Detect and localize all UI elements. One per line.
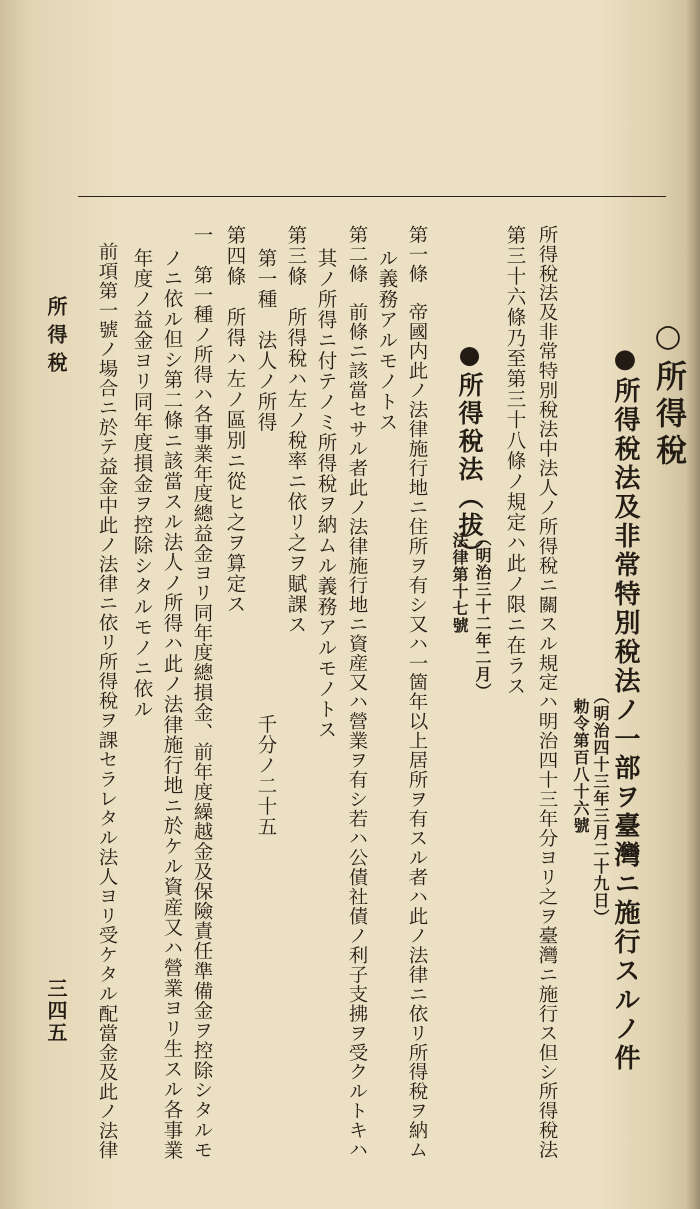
decree-title: ●所得稅法及非常特別稅法ノ一部ヲ臺灣ニ施行スルノ件 bbox=[610, 344, 640, 1073]
article-2-line-2: 其ノ所得ニ付テノミ所得稅ヲ納ムル義務アルモノトス bbox=[314, 248, 338, 740]
article-1-line-1: 第一條 帝國内此ノ法律施行地ニ住所ヲ有シ又ハ一箇年以上居所ヲ有スル者ハ此ノ法律ニ依リ所得稅ヲ納ム bbox=[405, 225, 429, 1160]
article-3: 第三條 所得稅ハ左ノ稅率ニ依リ之ヲ賦課ス bbox=[284, 225, 308, 635]
header-rule bbox=[78, 196, 666, 197]
running-head: 所得稅 bbox=[44, 296, 68, 380]
decree-note-number: 勅令第百八十六號 bbox=[571, 698, 590, 834]
article-4-item-1-line-1: 一 第一種ノ所得ハ各事業年度總益金ヨリ同年度總損金、前年度繰越金及保險責任準備金ヲ控除シタルモ bbox=[190, 225, 214, 1160]
tax-class-1: 第一種 法人ノ所得 bbox=[254, 248, 278, 433]
article-1-line-2: ル義務アルモノトス bbox=[375, 248, 399, 433]
law-note-number: 法律第十七號 bbox=[450, 532, 469, 634]
law-note-date: （明治三十二年二月） bbox=[473, 530, 492, 700]
decree-body-line-1: 所得稅法及非常特別稅法中法人ノ所得稅ニ關スル規定ハ明治四十三年分ヨリ之ヲ臺灣ニ施行ス但シ所得稅法 bbox=[535, 225, 559, 1160]
decree-body-line-2: 第三十六條乃至第三十八條ノ規定ハ此ノ限ニ在ラス bbox=[503, 225, 527, 697]
article-4-item-1-line-3: 年度ノ益金ヨリ同年度損金ヲ控除シタルモノニ依ル bbox=[130, 248, 154, 720]
article-4-paragraph-2: 前項第一號ノ場合ニ於テ益金中此ノ法律ニ依リ所得稅ヲ課セラレタル法人ヨリ受ケタル配當金及此ノ法律 bbox=[95, 242, 119, 1161]
article-4-item-1-line-2: ノニ依ル但シ第二條ニ該當スル法人ノ所得ハ此ノ法律施行地ニ於ケル資産又ハ營業ヨリ生スル各事業 bbox=[160, 248, 184, 1161]
article-2-line-1: 第二條 前條ニ該當セサル者此ノ法律施行地ニ資産又ハ營業ヲ有シ若ハ公債社債ノ利子支拂ヲ受クルトキハ bbox=[345, 225, 369, 1160]
page-edge-shadow bbox=[686, 0, 700, 1209]
article-4: 第四條 所得ハ左ノ區別ニ從ヒ之ヲ算定ス bbox=[223, 225, 247, 615]
tax-rate: 千分ノ二十五 bbox=[254, 714, 278, 837]
decree-note-date: （明治四十三年三月二十九日） bbox=[591, 688, 610, 926]
page-number: 三四五 bbox=[44, 978, 68, 1044]
section-heading: ○所得稅 bbox=[650, 318, 686, 471]
law-title: ●所得稅法（拔） bbox=[455, 340, 484, 568]
